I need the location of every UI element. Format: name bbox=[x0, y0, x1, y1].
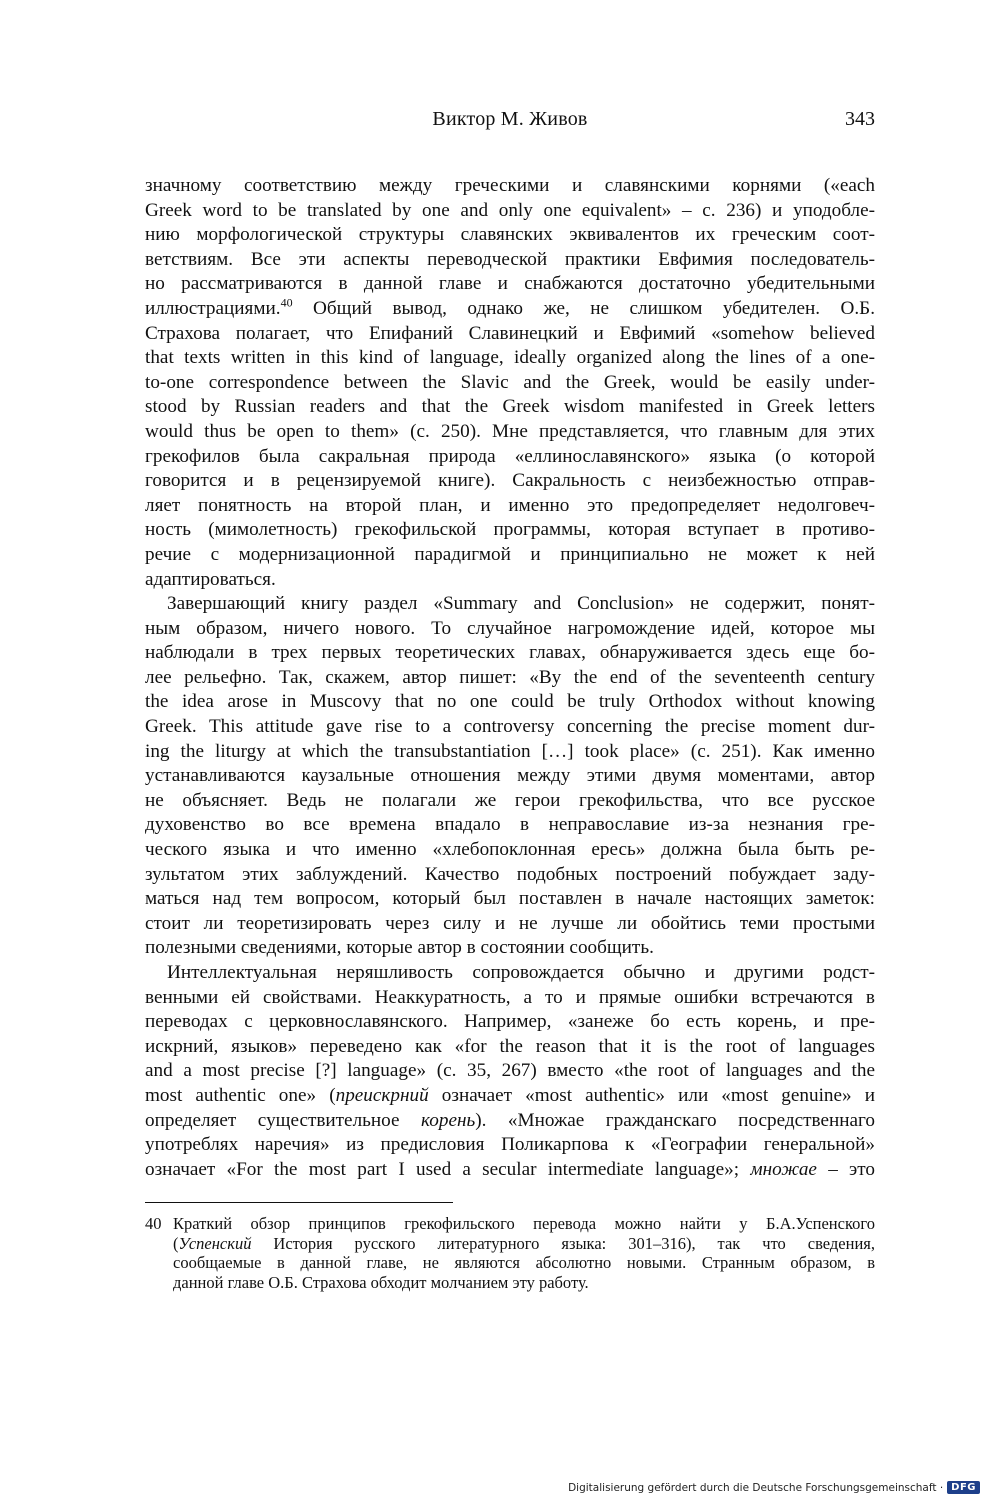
text-line: но рассматриваются в данной главе и снабжаются достаточно убедительными bbox=[145, 273, 875, 295]
text-line bbox=[145, 1109, 875, 1134]
text-line: стоит ли теоретизировать через силу и не лучше ли обойтись теми простыми bbox=[145, 912, 875, 934]
text-line: наблюдали в трех первых теоретических главах, обнаруживается здесь еще бо- bbox=[145, 642, 875, 664]
footnote-line: данной главе О.Б. Страхова обходит молчанием эту работу. bbox=[173, 1272, 589, 1292]
text-line: to-one correspondence between the Slavic and the Greek, would be easily under- bbox=[145, 371, 875, 393]
text-line: искрний, языков» переведено как «for the reason that it is the root of languages bbox=[145, 1035, 875, 1057]
text-line bbox=[145, 297, 875, 322]
text-line: значному соответствию между греческими и славянскими корнями («each bbox=[145, 175, 875, 196]
text-line: the idea arose in Muscovy that no one could be truly Orthodox without knowing bbox=[145, 691, 875, 713]
text-line: that texts written in this kind of language, ideally organized along the lines of a one- bbox=[145, 347, 875, 369]
footnote-divider bbox=[145, 1202, 453, 1203]
text-line: не объясняет. Ведь не полагали же герои грекофильства, что все русское bbox=[145, 789, 875, 811]
text-line: Greek. This attitude gave rise to a controversy concerning the precise moment dur- bbox=[145, 716, 875, 738]
text-line: ческого языка и что именно «хлебопоклонная ересь» должна была быть ре- bbox=[145, 839, 875, 861]
page-number: 343 bbox=[845, 108, 875, 130]
text-fragment: означает «most authentic» или «most genuine» и bbox=[428, 1084, 875, 1106]
text-line bbox=[145, 1158, 875, 1183]
text-fragment: определяет существительное bbox=[145, 1109, 422, 1131]
running-header bbox=[145, 108, 875, 140]
text-line: грекофилов была сакральная природа «еллинославянского» языка (о которой bbox=[145, 445, 875, 467]
footnote-line: Краткий обзор принципов грекофильского перевода можно найти у Б.А.Успенского bbox=[173, 1214, 875, 1233]
italic-term: преискрний bbox=[335, 1084, 429, 1106]
footnote-number: 40 bbox=[145, 1214, 162, 1233]
text-fragment: – это bbox=[816, 1158, 875, 1180]
text-fragment: Общий вывод, однако же, не слишком убедителен. О.Б. bbox=[292, 297, 875, 319]
text-line: Страхова полагает, что Епифаний Славинецкий и Евфимий «somehow believed bbox=[145, 322, 875, 344]
text-line: переводах с церковнославянского. Например, «занеже бо есть корень, и пре- bbox=[145, 1011, 875, 1033]
text-line: лее рельефно. Так, скажем, автор пишет: «By the end of the seventeenth century bbox=[145, 666, 875, 688]
text-fragment: ). «Множае гражданскаго посредственнаго bbox=[475, 1109, 875, 1131]
text-line: говорится и в рецензируемой книге). Сакральность с неизбежностью отправ- bbox=[145, 470, 875, 492]
text-fragment: означает «For the most part I used a secular intermediate language»; bbox=[145, 1158, 751, 1180]
body-text bbox=[145, 174, 875, 1182]
text-fragment: most authentic one» ( bbox=[145, 1084, 336, 1106]
text-line: адаптироваться. bbox=[145, 568, 276, 590]
text-line: устанавливаются каузальные отношения между этими двумя моментами, автор bbox=[145, 765, 875, 787]
text-line: ветствиям. Все эти аспекты переводческой практики Евфимия последователь- bbox=[145, 248, 875, 270]
text-line: ing the liturgy at which the transubstantiation […] took place» (c. 251). Как именно bbox=[145, 740, 875, 762]
text-line: ным образом, ничего нового. То случайное нагромождение идей, которое мы bbox=[145, 617, 875, 639]
text-line: маться над тем вопросом, который был поставлен в начале настоящих заметок: bbox=[145, 888, 875, 910]
text-line: ляет понятность на второй план, и именно это предопределяет недолговеч- bbox=[145, 494, 875, 516]
text-line: полезными сведениями, которые автор в состоянии сообщить. bbox=[145, 937, 654, 959]
text-line: Интеллектуальная неряшливость сопровождается обычно и другими родст- bbox=[167, 962, 875, 983]
text-line: употреблях наречия» из предисловия Поликарпова к «Географии генеральной» bbox=[145, 1134, 875, 1156]
text-line: ность (мимолетность) грекофильской программы, которая вступает в противо- bbox=[145, 519, 875, 541]
italic-term: Успенский bbox=[178, 1233, 252, 1253]
footnote-line bbox=[173, 1234, 875, 1254]
italic-term: множае bbox=[750, 1158, 817, 1180]
digitization-credit bbox=[568, 1481, 980, 1494]
dfg-logo: DFG bbox=[947, 1481, 980, 1494]
text-line: духовенство во все времена впадало в неправославие из-за незнания гре- bbox=[145, 814, 875, 836]
text-fragment: История русского литературного языка: 301–316), так что сведения, bbox=[251, 1233, 875, 1253]
text-line: речие с модернизационной парадигмой и принципиально не может к ней bbox=[145, 543, 875, 565]
text-line: нию морфологической структуры славянских эквивалентов их греческим соот- bbox=[145, 224, 875, 246]
text-line: Greek word to be translated by one and only one equivalent» – c. 236) и уподобле- bbox=[145, 199, 875, 221]
text-line: венными ей свойствами. Неаккуратность, а то и прямые ошибки встречаются в bbox=[145, 986, 875, 1008]
footnote-text bbox=[173, 1214, 875, 1292]
text-line: зультатом этих заблуждений. Качество подобных построений побуждает заду- bbox=[145, 863, 875, 885]
text-line: would thus be open to them» (c. 250). Мне представляется, что главным для этих bbox=[145, 420, 875, 442]
credit-text: Digitalisierung gefördert durch die Deutsche Forschungsgemeinschaft · bbox=[568, 1481, 944, 1494]
italic-term: корень bbox=[421, 1109, 476, 1131]
footnote-reference: 40 bbox=[280, 295, 293, 310]
text-line: and a most precise [?] language» (c. 35, 267) вместо «the root of languages and the bbox=[145, 1060, 875, 1082]
running-title: Виктор М. Живов bbox=[432, 108, 588, 130]
text-line bbox=[145, 1084, 875, 1109]
text-line: Завершающий книгу раздел «Summary and Conclusion» не содержит, понят- bbox=[167, 593, 875, 615]
text-line: stood by Russian readers and that the Greek wisdom manifested in Greek letters bbox=[145, 396, 875, 418]
text-fragment: ( bbox=[173, 1233, 179, 1253]
text-fragment: иллюстрациями. bbox=[145, 297, 281, 319]
footnote-line: сообщаемые в данной главе, не являются абсолютно новыми. Странным образом, в bbox=[173, 1253, 875, 1272]
